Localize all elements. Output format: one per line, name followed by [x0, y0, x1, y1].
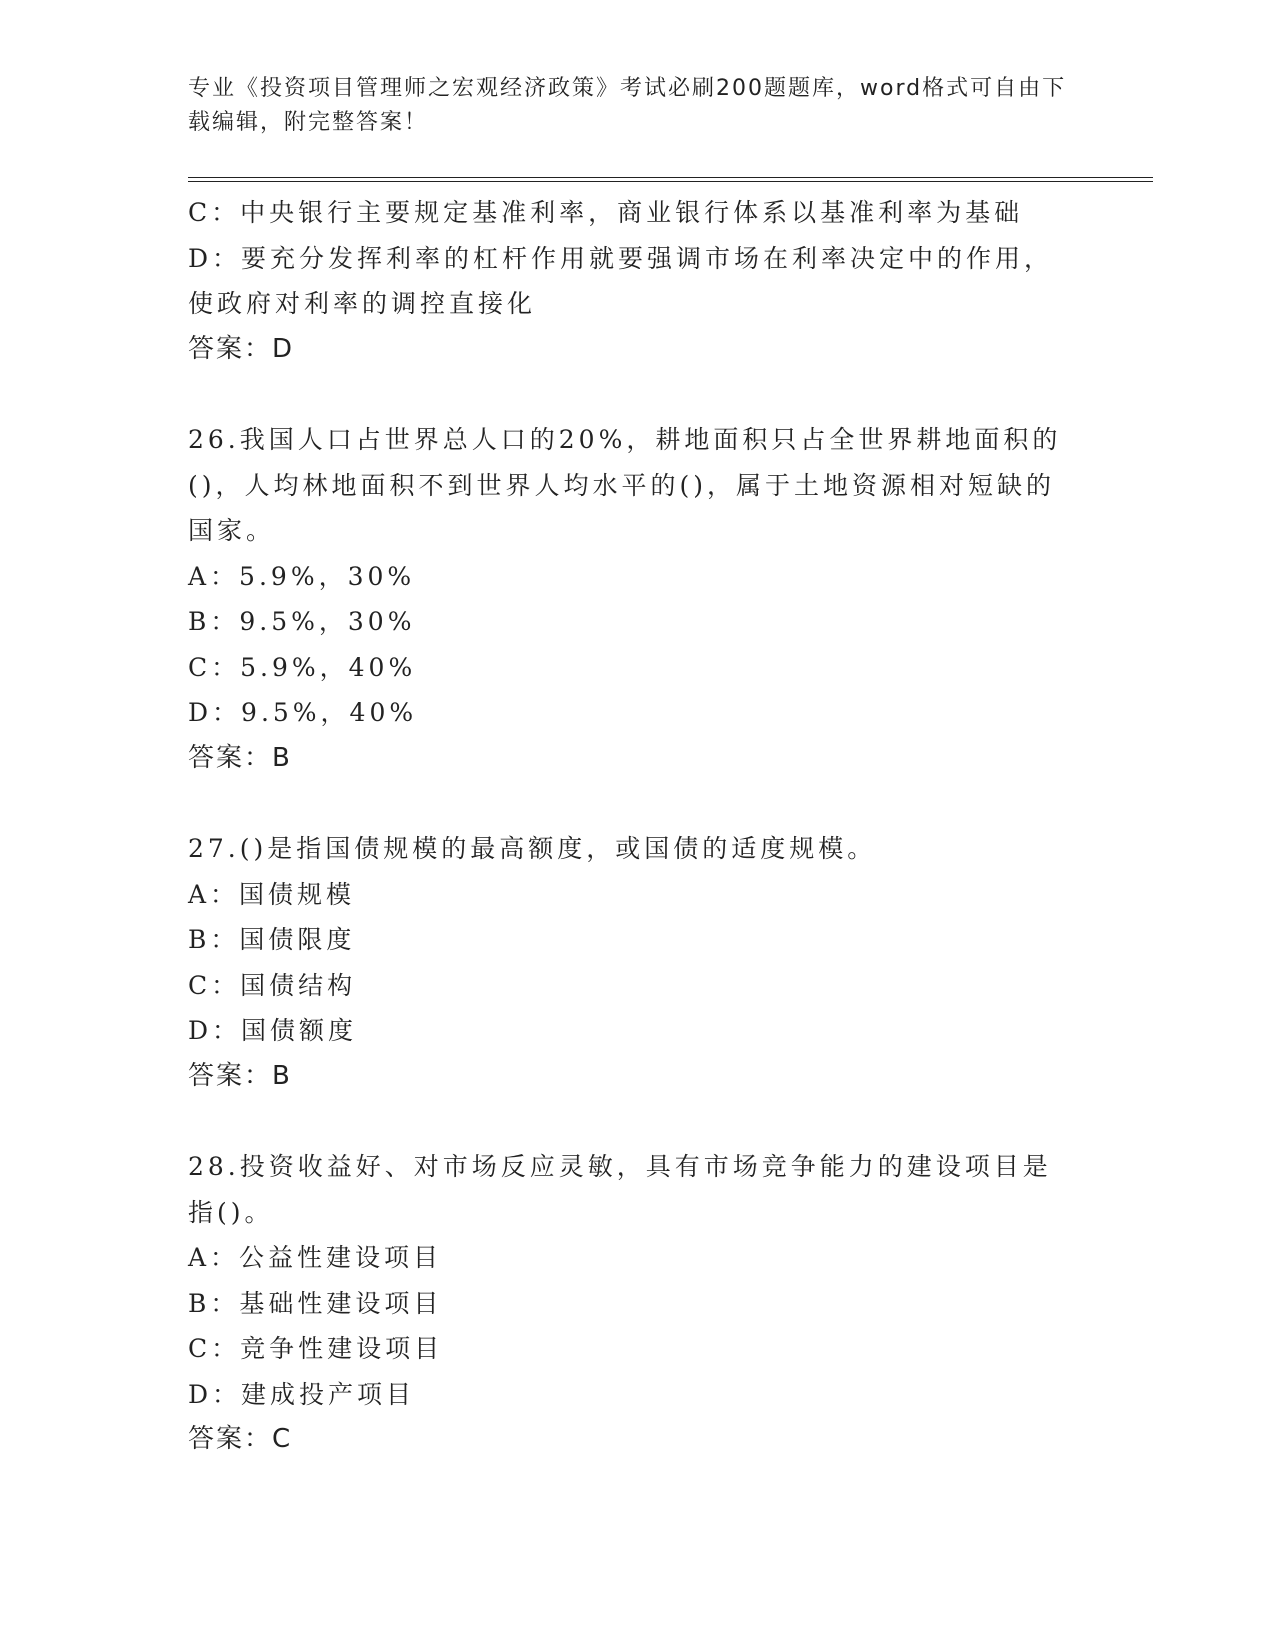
- question-stem: 26.我国人口占世界总人口的20%，耕地面积只占全世界耕地面积的()，人均林地面积不到世界人均水平的()，属于土地资源相对短缺的国家。: [188, 425, 1062, 545]
- option-a: A：5.9%，30%: [188, 561, 416, 591]
- option-d: D：建成投产项目: [188, 1379, 416, 1409]
- option-b: B：9.5%，30%: [188, 607, 416, 636]
- spacer: [188, 372, 1068, 417]
- option-d: D：要充分发挥利率的杠杆作用就要强调市场在利率决定中的作用，使政府对利率的调控直接化: [188, 243, 1054, 318]
- question-26: [188, 417, 1068, 781]
- question-stem: 27.()是指国债规模的最高额度，或国债的适度规模。: [188, 834, 877, 863]
- option-b: B：国债限度: [188, 925, 356, 954]
- answer-label: 答案：C: [188, 1424, 293, 1454]
- option-a: A：国债规模: [188, 879, 356, 909]
- option-c: C：5.9%，40%: [188, 652, 417, 682]
- option-c: C：国债结构: [188, 970, 357, 1000]
- question-28: [188, 1144, 1068, 1463]
- question-25-continuation: [188, 190, 1068, 372]
- page-header: 专业《投资项目管理师之宏观经济政策》考试必刷200题题库，word格式可自由下载编辑，附完整答案！: [188, 76, 1067, 135]
- spacer: [188, 1099, 1068, 1144]
- question-27: [188, 826, 1068, 1099]
- spacer: [188, 781, 1068, 826]
- option-c: C：竞争性建设项目: [188, 1334, 444, 1363]
- option-d: D：国债额度: [188, 1016, 358, 1045]
- header-divider: [188, 177, 1153, 182]
- answer-label: 答案：B: [188, 1060, 292, 1091]
- option-d: D：9.5%，40%: [188, 698, 418, 727]
- answer-label: 答案：D: [188, 333, 295, 364]
- option-b: B：基础性建设项目: [188, 1288, 443, 1318]
- answer-label: 答案：B: [188, 742, 292, 773]
- option-c: C：中央银行主要规定基准利率，商业银行体系以基准利率为基础: [188, 198, 1024, 227]
- question-stem: 28.投资收益好、对市场反应灵敏，具有市场竞争能力的建设项目是指()。: [188, 1152, 1052, 1227]
- document-body: [188, 190, 1068, 1463]
- option-a: A：公益性建设项目: [188, 1243, 443, 1272]
